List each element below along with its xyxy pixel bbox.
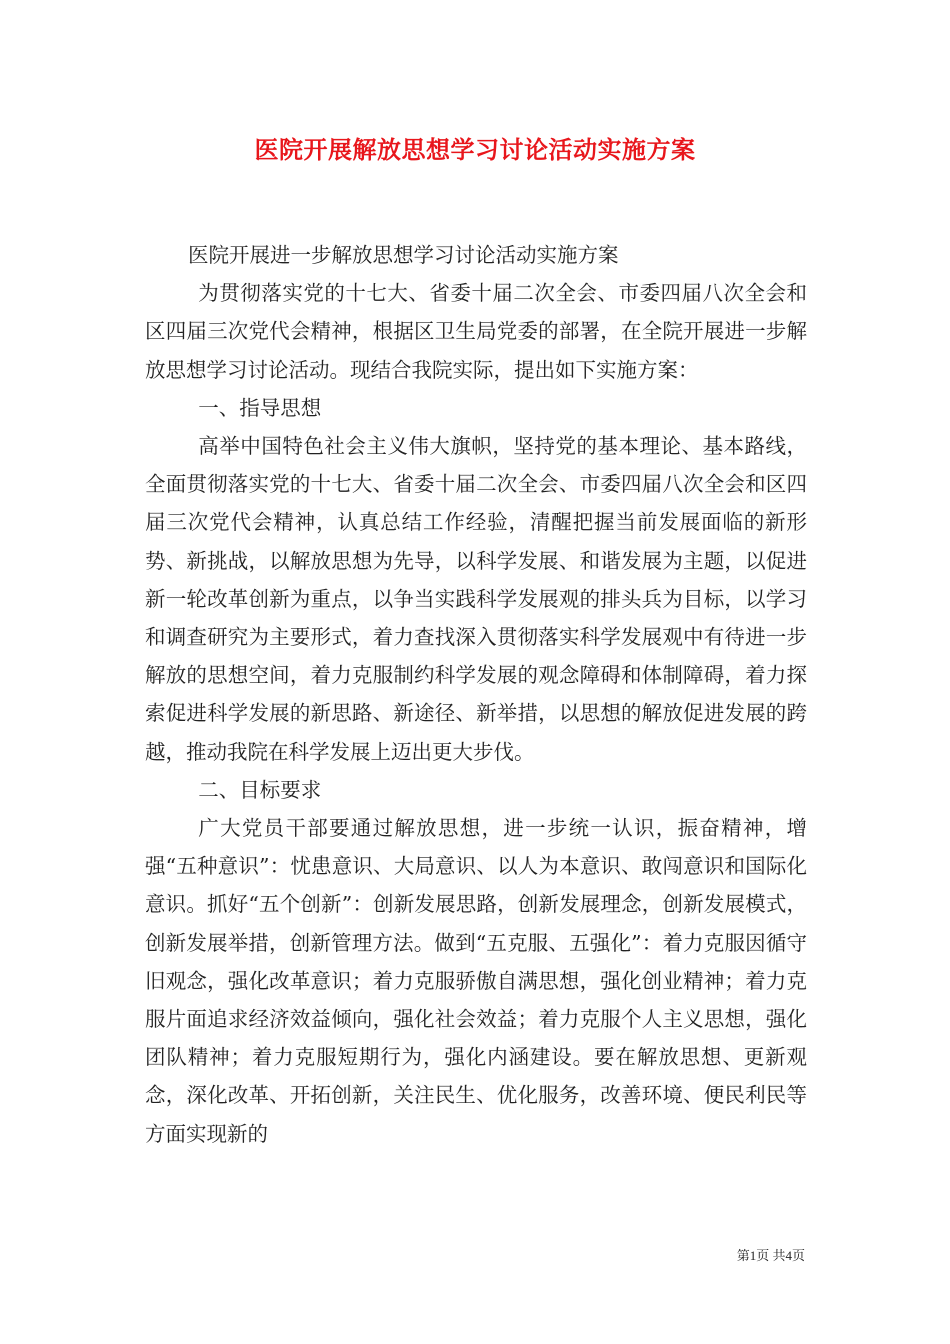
document-title: 医院开展解放思想学习讨论活动实施方案 bbox=[254, 135, 696, 164]
document-subtitle: 医院开展进一步解放思想学习讨论活动实施方案 bbox=[188, 243, 619, 267]
goals-paragraph: 广大党员干部要通过解放思想，进一步统一认识，振奋精神，增强“五种意识”：忧患意识、大局意识、以人为本意识、敢闯意识和国际化意识。抓好“五个创新”：创新发展思路，创新发展理念，创新发展模式，创新发展举措，创新管理方法。做到“五克服、五强化”：着力克服因循守旧观念，强化改革意识；着力克服骄傲自满思想，强化创业精神；着力克服片面追求经济效益倾向，强化社会效益；着力克服个人主义思想，强化团队精神；着力克服短期行为，强化内涵建设。要在解放思想、更新观念，深化改革、开拓创新，关注民生、优化服务，改善环境、便民利民等方面实现新的 bbox=[145, 816, 807, 1146]
page-number: 第1页 共4页 bbox=[736, 1248, 805, 1263]
intro-paragraph: 为贯彻落实党的十七大、省委十届二次全会、市委四届八次全会和区四届三次党代会精神，根据区卫生局党委的部署，在全院开展进一步解放思想学习讨论活动。现结合我院实际，提出如下实施方案： bbox=[145, 281, 807, 382]
guiding-thought-paragraph: 高举中国特色社会主义伟大旗帜，坚持党的基本理论、基本路线，全面贯彻落实党的十七大、省委十届二次全会、市委四届八次全会和区四届三次党代会精神，认真总结工作经验，清醒把握当前发展面临的新形势、新挑战，以解放思想为先导，以科学发展、和谐发展为主题，以促进新一轮改革创新为重点，以争当实践科学发展观的排头兵为目标，以学习和调查研究为主要形式，着力查找深入贯彻落实科学发展观中有待进一步解放的思想空间，着力克服制约科学发展的观念障碍和体制障碍，着力探索促进科学发展的新思路、新途径、新举措，以思想的解放促进发展的跨越，推动我院在科学发展上迈出更大步伐。 bbox=[145, 434, 807, 764]
section-heading-goals: 二、目标要求 bbox=[198, 777, 322, 802]
document-body bbox=[145, 236, 807, 1153]
section-heading-guiding-thought: 一、指导思想 bbox=[198, 395, 322, 420]
